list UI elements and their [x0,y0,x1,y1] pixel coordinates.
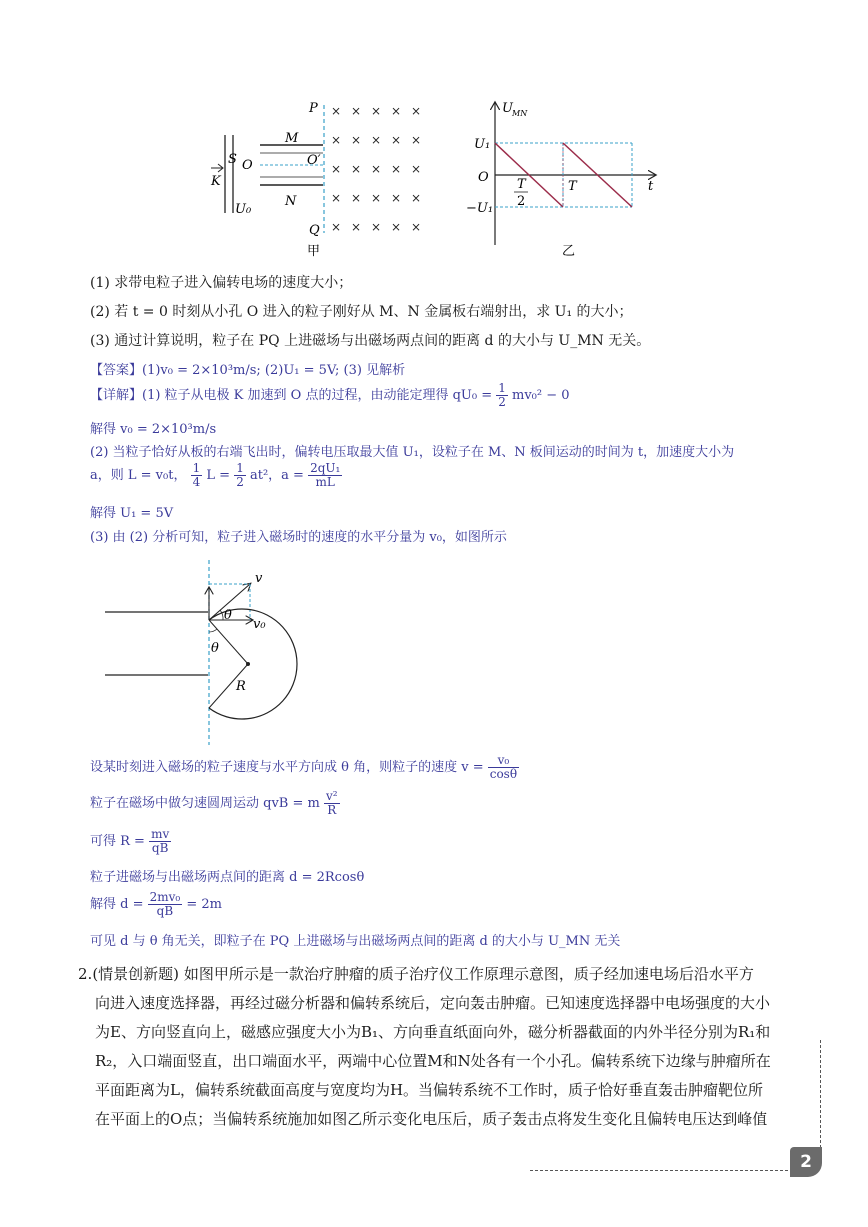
detail-9-a: 可得 R = [90,834,145,849]
field-cross: × [351,191,362,205]
field-cross: × [351,220,362,234]
detail-line-2: 解得 v₀ = 2×10³m/s [90,422,217,437]
detail-8-a: 粒子在磁场中做匀速圆周运动 qvB = m [90,796,320,811]
field-cross: × [371,191,382,205]
problem-2-number: 2. [78,965,93,983]
figure-yi [460,95,670,260]
fraction-quarter: $\frac{1}{4}$ [192,461,201,489]
field-cross: × [331,162,342,176]
detail-4-b: L = [206,468,231,483]
field-cross: × [371,220,382,234]
detail-line-1 [90,382,570,409]
label-N: N [285,194,297,209]
problem-2-line-1 [78,960,818,989]
field-cross: × [411,104,422,118]
detail-7-a: 设某时刻进入磁场的粒子速度与水平方向成 θ 角，则粒子的速度 v = [90,760,484,775]
label-T: T [568,179,577,194]
page-number-tab [790,1147,822,1177]
detail-line-9 [90,828,171,855]
label-R: R [236,679,246,694]
field-cross: × [371,133,382,147]
label-U-sub: MN [512,109,528,118]
label-P: P [309,101,318,116]
question-2: (2) 若 t = 0 时刻从小孔 O 进入的粒子刚好从 M、N 金属板右端射出，求 U₁ 的大小； [90,304,633,320]
answer-line: 【答案】(1)v₀ = 2×10³m/s; (2)U₁ = 5V; (3) 见解析 [90,363,406,378]
caption-jia: 甲 [307,244,321,259]
field-cross: × [411,220,422,234]
label-T-half-den: 2 [517,194,526,209]
field-cross: × [331,104,342,118]
label-theta-1: θ [224,608,232,623]
page-number: 2 [800,1152,812,1172]
detail-11-b: = 2m [186,897,222,912]
figure-jia [205,95,430,260]
label-U: U [502,101,513,116]
detail-line-7 [90,754,519,781]
detail-line-12: 可见 d 与 θ 角无关，即粒子在 PQ 上进磁场与出磁场两点间的距离 d 的大小与 U_MN 无关 [90,934,621,949]
detail-line-6: (3) 由 (2) 分析可知，粒子进入磁场时的速度的水平分量为 v₀，如图所示 [90,530,507,545]
detail-line-5: 解得 U₁ = 5V [90,506,174,521]
label-origin: O [478,170,489,185]
field-cross: × [331,133,342,147]
detail-line-8 [90,790,340,817]
field-cross: × [351,104,362,118]
field-cross: × [391,133,402,147]
label-O-prime: O′ [307,153,321,168]
problem-2-line-4: R₂，入口端面竖直，出口端面水平，两端中心位置M和N处各有一个小孔。偏转系统下边缘与肿瘤所在 [95,1052,771,1070]
caption-yi: 乙 [562,244,576,259]
problem-2-tag: (情景创新题) [92,965,180,983]
field-cross: × [371,104,382,118]
fraction-radius: $\frac{mv}{qB}$ [151,827,170,855]
fraction-half: $\frac{1}{2}$ [498,381,506,409]
label-M: M [285,131,299,146]
problem-2-line-6: 在平面上的O点；当偏转系统施加如图乙所示变化电压后，质子轰击点将发生变化且偏转电压达到峰值 [95,1110,768,1128]
problem-2-line-5: 平面距离为L，偏转系统截面高度与宽度均为H。当偏转系统不工作时，质子恰好垂直轰击肿瘤靶位所 [95,1081,764,1099]
label-S: S [228,152,237,167]
detail-line-3: (2) 当粒子恰好从板的右端飞出时，偏转电压取最大值 U₁，设粒子在 M、N 板间运动的时间为 t，加速度大小为 [90,445,735,460]
label-K: K [211,174,221,189]
field-cross: × [391,220,402,234]
field-cross: × [391,162,402,176]
label-v0: v₀ [253,617,266,632]
detail-line-4 [90,462,342,489]
fraction-half-2: $\frac{1}{2}$ [236,461,244,489]
question-3: (3) 通过计算说明，粒子在 PQ 上进磁场与出磁场两点间的距离 d 的大小与 U_MN 无关。 [90,333,651,349]
question-1: (1) 求带电粒子进入偏转电场的速度大小； [90,275,353,291]
label-O: O [242,158,253,173]
detail-1-suffix: mv₀² − 0 [512,388,570,403]
label-theta-2: θ [211,641,219,656]
fraction-velocity: $\frac{\text{v₀}}{\cos\theta}$ [489,753,518,781]
detail-4-a: a，则 L = v₀t， [90,468,187,483]
detail-4-c: at²，a = [249,468,304,483]
field-cross: × [391,191,402,205]
field-cross: × [411,191,422,205]
field-cross: × [351,133,362,147]
label-T-half-num: T [517,177,526,192]
field-cross: × [331,191,342,205]
problem-2-line-2: 向进入速度选择器，再经过磁分析器和偏转系统后，定向轰击肿瘤。已知速度选择器中电场强度的大小 [95,994,771,1012]
bottom-dashed-rule [530,1170,798,1171]
fraction-centripetal: $\frac{\text{v²}}{R}$ [325,789,338,817]
detail-line-11 [90,891,222,918]
field-cross: × [331,220,342,234]
field-cross: × [411,133,422,147]
detail-line-10: 粒子进磁场与出磁场两点间的距离 d = 2Rcosθ [90,870,365,885]
field-cross: × [351,162,362,176]
detail-1-prefix: 【详解】(1) 粒子从电极 K 加速到 O 点的过程，由动能定理得 qU₀ = [90,388,493,403]
label-Q: Q [309,223,320,238]
fraction-accel: $\frac{\text{2qU₁}}{mL}$ [310,461,341,489]
field-cross: × [391,104,402,118]
label-neg-U1: −U₁ [466,201,494,216]
label-t: t [648,179,654,194]
figure-trajectory [100,560,320,750]
fraction-distance: $\frac{\text{2mv₀}}{qB}$ [149,890,181,918]
problem-2-text-1: 如图甲所示是一款治疗肿瘤的质子治疗仪工作原理示意图，质子经加速电场后沿水平方 [183,965,754,983]
label-U0: U₀ [235,202,252,217]
problem-2-line-3: 为E、方向竖直向上，磁感应强度大小为B₁、方向垂直纸面向外，磁分析器截面的内外半径分别为R₁和 [95,1023,771,1041]
detail-11-a: 解得 d = [90,897,144,912]
magnetic-field-crosses [331,104,421,234]
problem-2 [78,960,818,1134]
label-v: v [255,571,263,586]
label-U1: U₁ [474,137,491,152]
field-cross: × [411,162,422,176]
field-cross: × [371,162,382,176]
